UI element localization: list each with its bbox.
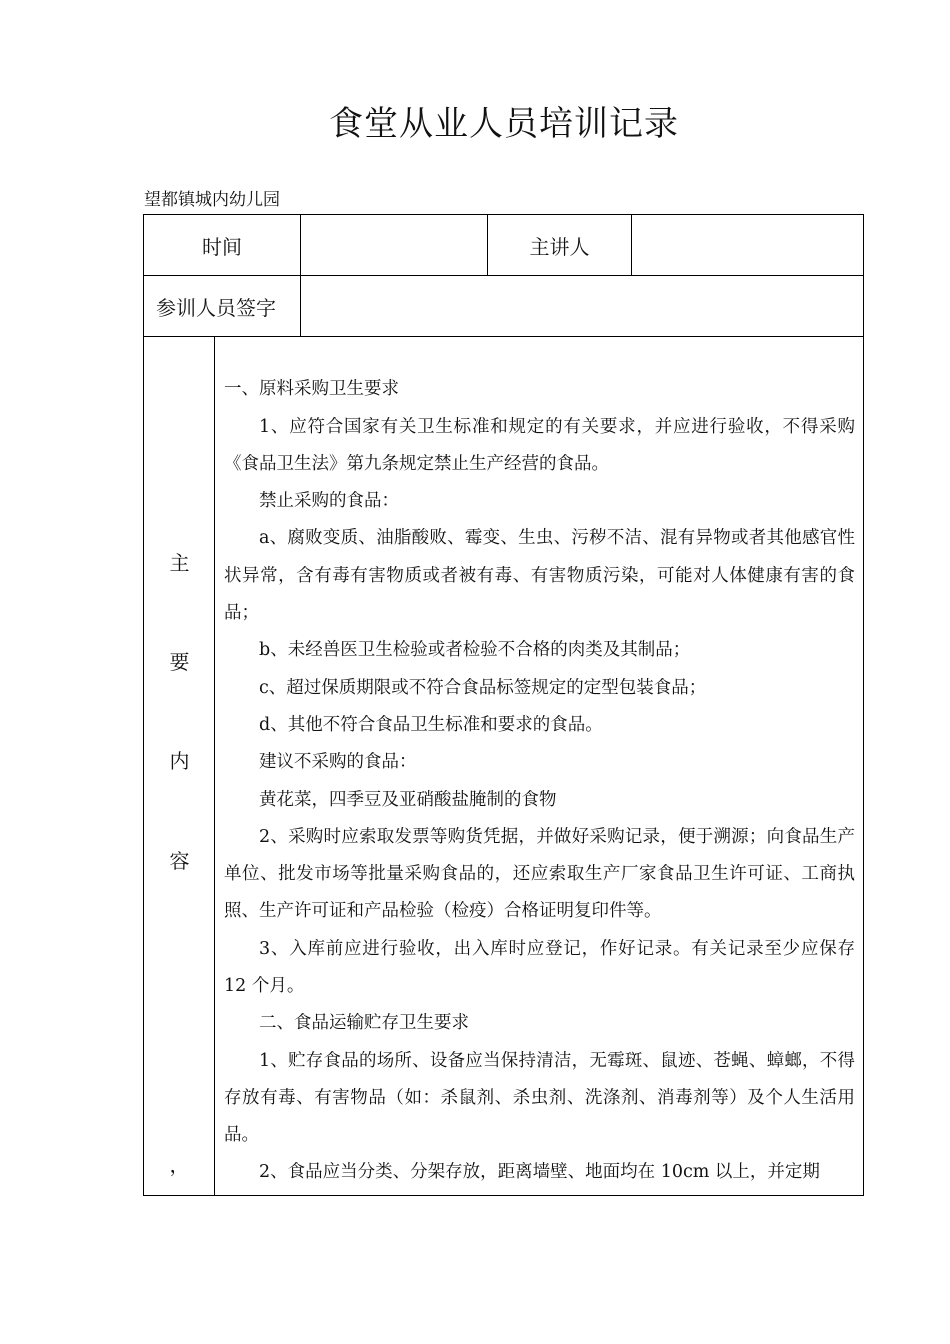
content-side-label — [144, 337, 215, 1196]
content-paragraph: 一、原料采购卫生要求 — [224, 379, 399, 400]
content-paragraph: 3、入库前应进行验收，出入库时应登记，作好记录。有关记录至少应保存 12 个月。 — [224, 938, 855, 996]
content-paragraph: 1、贮存食品的场所、设备应当保持清洁，无霉斑、鼠迹、苍蝇、蟑螂，不得存放有毒、有害物品（如：杀鼠剂、杀虫剂、洗涤剂、消毒剂等）及个人生活用品。 — [224, 1050, 855, 1146]
organization-name: 望都镇城内幼儿园 — [144, 190, 280, 210]
content-text — [215, 340, 863, 1192]
signature-label: 参训人员签字 — [144, 276, 301, 337]
content-label-char: 主 — [169, 551, 190, 575]
content-paragraph: 建议不采购的食品： — [259, 752, 417, 773]
content-paragraph: b、未经兽医卫生检验或者检验不合格的肉类及其制品； — [259, 640, 691, 661]
content-paragraph: 二、食品运输贮存卫生要求 — [259, 1013, 469, 1034]
time-value-cell[interactable] — [301, 215, 488, 276]
speaker-value-cell[interactable] — [632, 215, 864, 276]
content-row — [144, 337, 864, 1196]
content-paragraph: 禁止采购的食品： — [259, 491, 399, 512]
content-paragraph: 1、应符合国家有关卫生标准和规定的有关要求，并应进行验收，不得采购《食品卫生法》第九条规定禁止生产经营的食品。 — [224, 416, 855, 474]
page-title: 食堂从业人员培训记录 — [329, 104, 679, 144]
speaker-label: 主讲人 — [488, 215, 632, 276]
content-paragraph: 2、采购时应索取发票等购货凭据，并做好采购记录，便于溯源；向食品生产单位、批发市场等批量采购食品的，还应索取生产厂家食品卫生许可证、工商执照、生产许可证和产品检验（检疫）合格证明复印件等。 — [224, 826, 855, 922]
content-cell — [215, 337, 864, 1196]
content-paragraph: d、其他不符合食品卫生标准和要求的食品。 — [259, 714, 603, 735]
content-paragraph: 2、食品应当分类、分架存放，距离墙壁、地面均在 10cm 以上，并定期 — [259, 1162, 820, 1183]
signature-value-cell[interactable] — [301, 276, 864, 337]
time-speaker-row — [144, 215, 864, 276]
signature-row — [144, 276, 864, 337]
content-label-char: 容 — [169, 849, 190, 873]
content-paragraph: c、超过保质期限或不符合食品标签规定的定型包装食品； — [259, 677, 707, 698]
content-paragraph: a、腐败变质、油脂酸败、霉变、生虫、污秽不洁、混有异物或者其他感官性状异常，含有毒有害物质或者被有毒、有害物质污染，可能对人体健康有害的食品； — [224, 528, 855, 624]
content-label-char: ， — [169, 1153, 190, 1177]
content-label-char: 要 — [169, 650, 190, 674]
time-label: 时间 — [144, 215, 301, 276]
content-paragraph: 黄花菜，四季豆及亚硝酸盐腌制的食物 — [259, 789, 557, 810]
training-record-table — [143, 214, 864, 1196]
content-label-char: 内 — [169, 749, 190, 773]
